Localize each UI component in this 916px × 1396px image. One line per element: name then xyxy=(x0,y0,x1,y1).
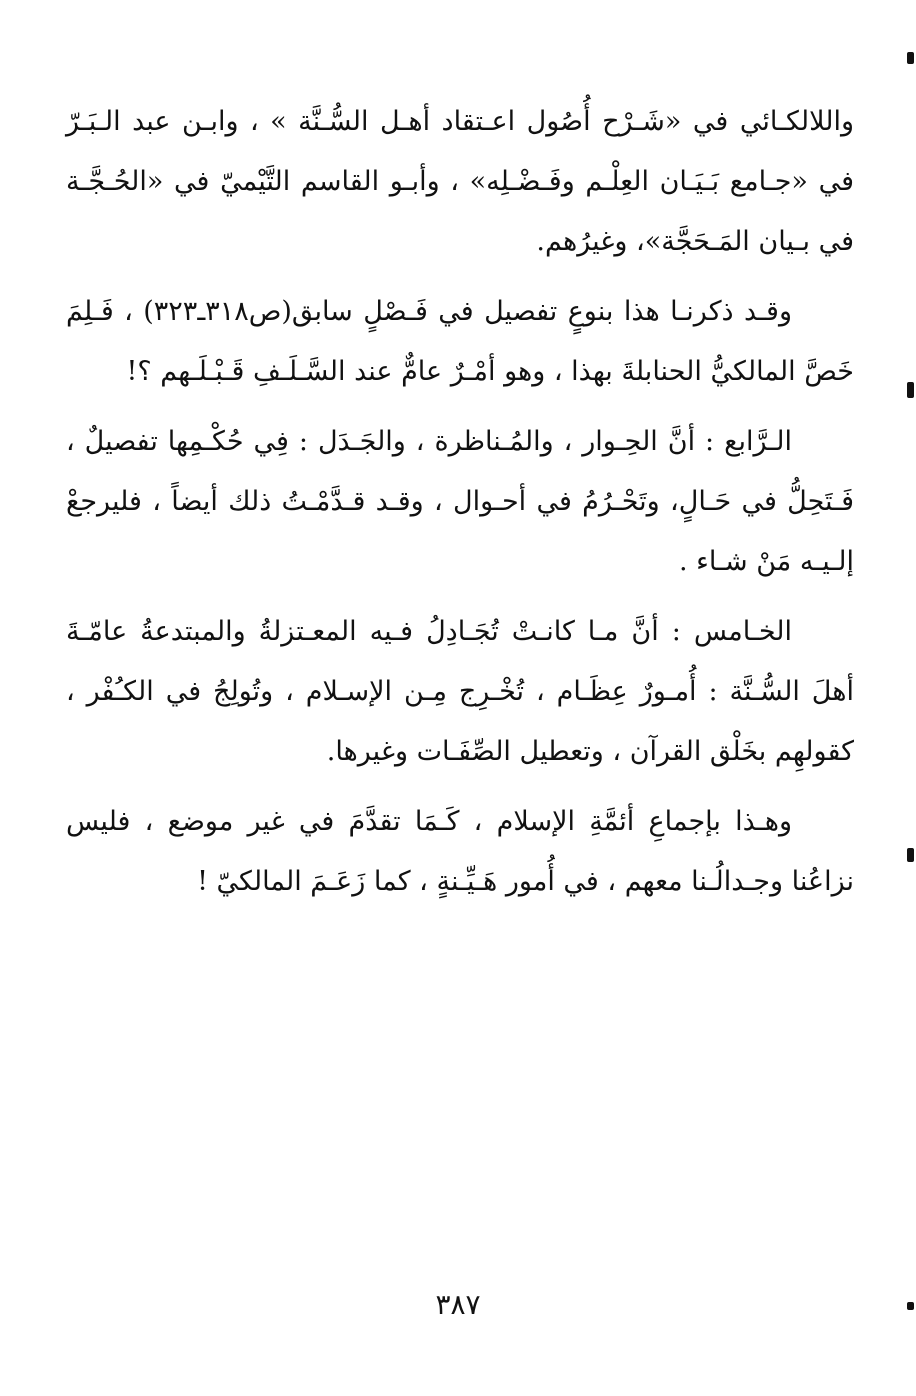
paragraph-4: الخـامس : أنَّ مـا كانـتْ تُجَـادِلُ فـيه المعـتزلةُ والمبتدعةُ عامّـةَ أهلَ السُّـنَّة : أُمـورٌ عِظَـام ، تُخْـرِج مِـن الإسـلام ، وتُولِجُ في الكـُفْر ، كقولهِم بخَلْق القرآن ، وتعطيل الصِّفَـات وغيرها. xyxy=(66,616,854,767)
page-edge-mark-middle xyxy=(907,382,914,398)
paragraph-2: وقـد ذكرنـا هذا بنوعٍ تفصيل في فَـصْلٍ سابق(ص٣١٨ـ٣٢٣) ، فَـلِمَ خَصَّ المالكيُّ الحنابلةَ بهذا ، وهو أمْـرٌ عامٌّ عند السَّـلَـفِ قَـبْـلَـهم ؟! xyxy=(66,296,854,387)
paragraph-3: الـرَّابع : أنَّ الحِـوار ، والمُـناظرة ، والجَـدَل : فِي حُكْـمِها تفصيلٌ ، فَـتَحِلُّ في حَـالٍ، وتَحْـرُمُ في أحـوال ، وقـد قـدَّمْـتُ ذلك أيضاً ، فليرجعْ إلـيـه مَنْ شـاء . xyxy=(66,426,854,577)
page-edge-mark-top xyxy=(907,52,914,64)
paragraph-1: واللالكـائي في «شَـرْح أُصُول اعـتقاد أهـل السُّـنَّة » ، وابـن عبد الـبَـرّ في «جـامع بَـيَـان العِلْـم وفَـضْـلِه» ، وأبـو القاسم التَّيْميّ في «الحُـجَّـة في بـيان المَـحَجَّة»، وغيرُهم. xyxy=(66,106,854,257)
page-edge-mark-lower xyxy=(907,848,914,862)
page-body-text xyxy=(66,92,854,922)
page-number: ٣٨٧ xyxy=(435,1288,481,1321)
paragraph-5: وهـذا بإجماعِ أئمَّةِ الإسلام ، كَـمَا تقدَّمَ في غير موضع ، فليس نزاعُنا وجـدالُـنا معهم ، في أُمور هَـيِّـنةٍ ، كما زَعَـمَ المالكيّ ! xyxy=(66,806,854,897)
